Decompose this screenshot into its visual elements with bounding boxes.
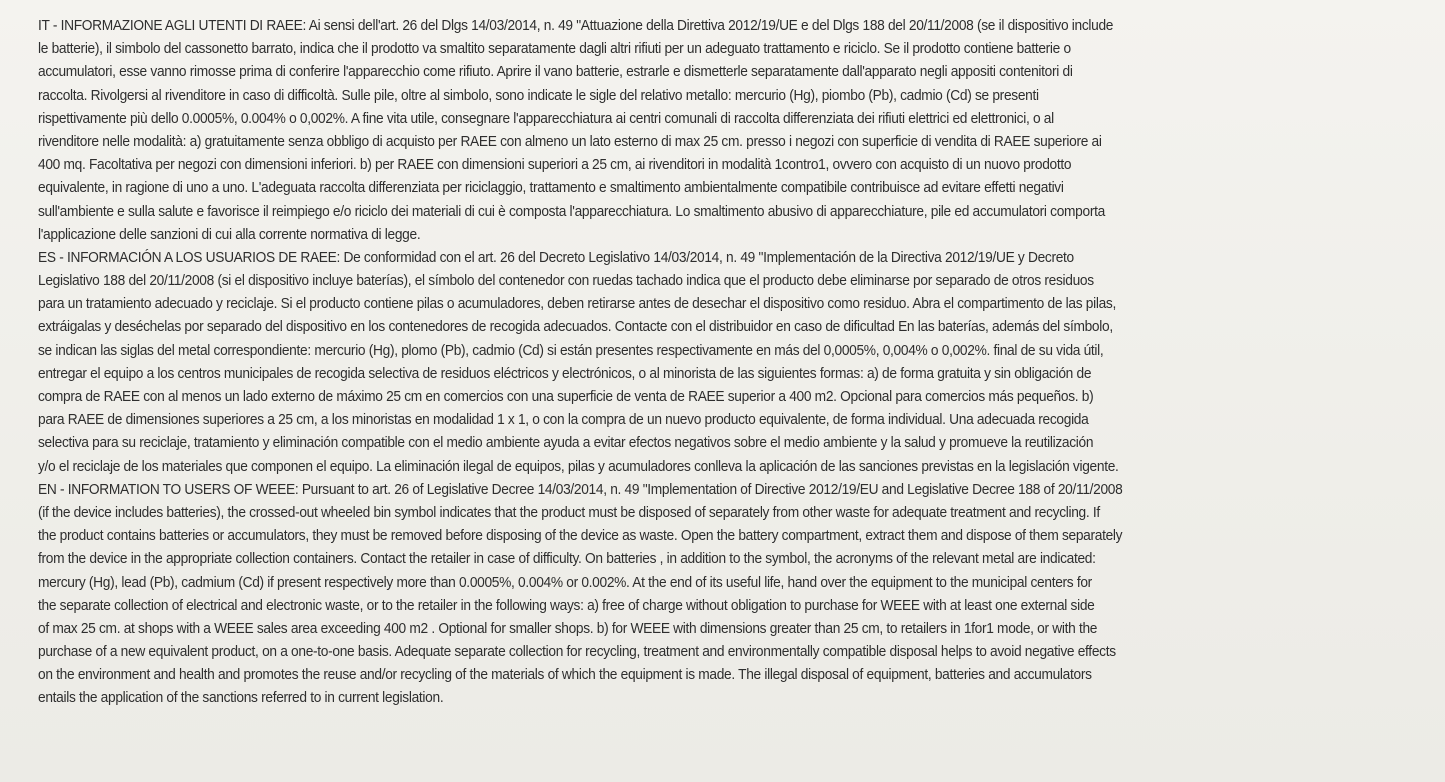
text-line: selectiva para su reciclaje, tratamiento y eliminación compatible con el medio ambiente ayuda a evitar efectos negativos sobre el medio ambiente y la salud y promueve la reutilización: [38, 434, 1094, 452]
text-line: ES - INFORMACIÓN A LOS USUARIOS DE RAEE: De conformidad con el art. 26 del Decreto Legislativo 14/03/2014, n. 49 "Implementación de la Directiva 2012/19/UE y Decreto: [38, 248, 1074, 266]
text-line: from the device in the appropriate collection containers. Contact the retailer in case of difficulty. On batteries , in addition to the symbol, the acronyms of the relevant metal are indicated:: [38, 550, 1096, 568]
text-line: compra de RAEE con al menos un lado externo de máximo 25 cm en comercios con una superficie de venta de RAEE superior a 400 m2. Opcional para comercios más pequeños. b): [38, 388, 1094, 405]
text-line: mercury (Hg), lead (Pb), cadmium (Cd) if present respectively more than 0.0005%, 0.004% or 0.002%. At the end of its useful life, hand over the equipment to the municipal centers for: [38, 573, 1092, 591]
notice-section-en: [38, 478, 1439, 710]
text-line: entregar el equipo a los centros municipales de recogida selectiva de residuos eléctricos y electrónicos, o al minorista de las siguientes formas: a) de forma gratuita y sin obligación de: [38, 364, 1092, 382]
text-line: on the environment and health and promotes the reuse and/or recycling of the materials of which the equipment is made. The illegal disposal of equipment, batteries and accumulators: [38, 666, 1092, 684]
text-line: le batterie), il simbolo del cassonetto barrato, indica che il prodotto va smaltito separatamente dagli altri rifiuti per un adeguato trattamento e riciclo. Se il prodotto contiene batterie o: [38, 40, 1071, 58]
text-line: accumulatori, esse vanno rimosse prima di conferire l'apparecchio come rifiuto. Aprire il vano batterie, estrarle e dismetterle separatamente dall'apparato negli appositi contenitori di: [38, 63, 1073, 81]
notice-section-it: [38, 14, 1439, 246]
text-line: l'applicazione delle sanzioni di cui alla corrente normativa di legge.: [38, 225, 421, 243]
text-line: sull'ambiente e sulla salute e favorisce il reimpiego e/o riciclo dei materiali di cui è composta l'apparecchiatura. Lo smaltimento abusivo di apparecchiature, pile ed accumulatori comporta: [38, 202, 1105, 220]
text-line: para RAEE de dimensiones superiores a 25 cm, a los minoristas en modalidad 1 x 1, o con la compra de un nuevo producto equivalente, de forma individual. Una adecuada recogida: [38, 411, 1089, 429]
text-line: the product contains batteries or accumulators, they must be removed before disposing of the device as waste. Open the battery compartment, extract them and dispose of them separately: [38, 527, 1123, 545]
text-line: extráigalas y deséchelas por separado del dispositivo en los contenedores de recogida adecuados. Contacte con el distribuidor en caso de dificultad En las baterías, además del símbolo,: [38, 318, 1113, 336]
text-line: rivenditore nelle modalità: a) gratuitamente senza obbligo di acquisto per RAEE con almeno un lato esterno di max 25 cm. presso i negozi con superficie di vendita di RAEE superiore ai: [38, 132, 1102, 150]
text-line: equivalente, in ragione di uno a uno. L'adeguata raccolta differenziata per riciclaggio, trattamento e smaltimento ambientalmente compatibile contribuisce ad evitare effetti negativi: [38, 179, 1064, 197]
text-line: rispettivamente più dello 0.0005%, 0.004% o 0,002%. A fine vita utile, consegnare l'apparecchiatura ai centri comunali di raccolta differenziata dei rifiuti elettrici ed elettronici, o al: [38, 109, 1054, 127]
text-line: 400 mq. Facoltativa per negozi con dimensioni inferiori. b) per RAEE con dimensioni superiori a 25 cm, ai rivenditori in modalità 1contro1, ovvero con acquisto di un nuovo prodotto: [38, 156, 1072, 174]
text-line: y/o el reciclaje de los materiales que componen el equipo. La eliminación ilegal de equipos, pilas y acumuladores conlleva la aplicación de las sanciones previstas en la legislación vigente.: [38, 457, 1119, 475]
text-line: se indican las siglas del metal correspondiente: mercurio (Hg), plomo (Pb), cadmio (Cd) si están presentes respectivamente en más del 0,0005%, 0,004% o 0,002%. final de su vida útil,: [38, 341, 1104, 359]
text-line: EN - INFORMATION TO USERS OF WEEE: Pursuant to art. 26 of Legislative Decree 14/03/2014, n. 49 "Implementation of Directive 2012/19/EU and Legislative Decree 188 of 20/11/2008: [38, 480, 1123, 498]
text-line: Legislativo 188 del 20/11/2008 (si el dispositivo incluye baterías), el símbolo del contenedor con ruedas tachado indica que el producto debe eliminarse por separado de otros residuos: [38, 272, 1094, 290]
text-line: (if the device includes batteries), the crossed-out wheeled bin symbol indicates that the product must be disposed of separately from other waste for adequate treatment and recycling. If: [38, 503, 1100, 521]
text-line: entails the application of the sanctions referred to in current legislation.: [38, 689, 444, 707]
text-line: the separate collection of electrical and electronic waste, or to the retailer in the following ways: a) free of charge without obligation to purchase for WEEE with at least one external side: [38, 596, 1095, 614]
text-line: para un tratamiento adecuado y reciclaje. Si el producto contiene pilas o acumuladores, deben retirarse antes de desechar el dispositivo como residuo. Abra el compartimento de las pilas,: [38, 295, 1116, 313]
text-line: purchase of a new equivalent product, on a one-to-one basis. Adequate separate collection for recycling, treatment and environmentally compatible disposal helps to avoid negative effects: [38, 643, 1116, 661]
text-line: raccolta. Rivolgersi al rivenditore in caso di difficoltà. Sulle pile, oltre al simbolo, sono indicate le sigle del relativo metallo: mercurio (Hg), piombo (Pb), cadmio (Cd) se presenti: [38, 86, 1039, 104]
notice-section-es: [38, 246, 1439, 478]
text-line: of max 25 cm. at shops with a WEEE sales area exceeding 400 m2 . Optional for smaller shops. b) for WEEE with dimensions greater than 25 cm, to retailers in 1for1 mode, or with the: [38, 619, 1098, 637]
text-line: IT - INFORMAZIONE AGLI UTENTI DI RAEE: Ai sensi dell'art. 26 del Dlgs 14/03/2014, n. 49 "Attuazione della Direttiva 2012/19/UE e del Dlgs 188 del 20/11/2008 (se il dispositivo include: [38, 17, 1114, 34]
